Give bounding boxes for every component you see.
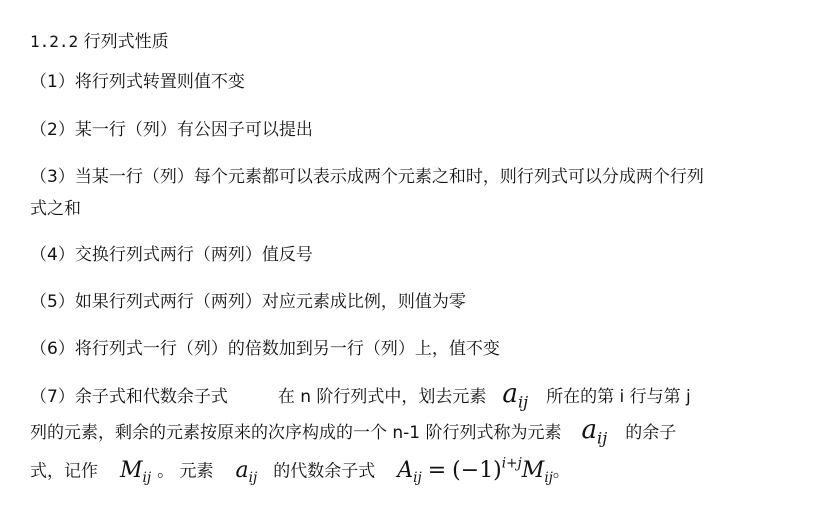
property-text: 如果行列式两行（两列）对应元素成比例，则值为零 [74, 292, 466, 312]
property-label: （2） [30, 120, 75, 140]
property-label: （4） [30, 245, 75, 265]
section-heading: 行列式性质 [83, 32, 169, 52]
property-7-line-1 [30, 378, 691, 419]
property-text: 在 n 阶行列式中，划去元素 [277, 387, 487, 407]
property-text: 交换行列式两行（两列）值反号 [74, 245, 313, 265]
math-A-ij-formula: $A_{ij} = (-1)^{i+j}M_{ij}$ [397, 455, 553, 486]
property-text: 列的元素，剩余的元素按原来的次序构成的一个 n-1 阶行列式称为元素 [30, 423, 562, 443]
property-text: 所在的第 i 行与第 j [546, 387, 691, 407]
property-text: 。 元素 [157, 461, 214, 482]
property-label: （7） [30, 387, 75, 407]
property-text: 的余子 [625, 423, 677, 443]
property-text: 。 [552, 461, 570, 482]
property-label: （5） [30, 292, 75, 312]
math-a-ij: $a_{ij}$ [581, 415, 608, 448]
property-5 [30, 292, 466, 312]
property-7-line-3 [30, 447, 570, 493]
property-text: 式，记作 [30, 461, 98, 482]
property-text: 将行列式转置则值不变 [74, 72, 245, 92]
property-1 [30, 72, 245, 92]
property-3 [30, 167, 704, 187]
property-4 [30, 245, 313, 265]
property-2 [30, 120, 313, 140]
math-a-ij: $a_{ij}$ [235, 457, 258, 486]
section-title [30, 27, 169, 52]
property-text: 某一行（列）有公因子可以提出 [74, 120, 313, 140]
property-text: 的代数余子式 [273, 461, 376, 482]
property-6 [30, 339, 500, 359]
math-M-ij: $M_{ij}$ [120, 457, 152, 486]
property-heading: 余子式和代数余子式 [74, 387, 228, 407]
property-label: （3） [30, 167, 75, 187]
section-number: 1.2.2 [30, 32, 79, 51]
property-3-continuation [30, 199, 81, 219]
math-a-ij: $a_{ij}$ [502, 379, 529, 412]
property-text: 式之和 [30, 199, 81, 219]
property-text: 当某一行（列）每个元素都可以表示成两个元素之和时，则行列式可以分成两个行列 [74, 167, 704, 187]
property-text: 将行列式一行（列）的倍数加到另一行（列）上，值不变 [74, 339, 500, 359]
property-label: （6） [30, 339, 75, 359]
property-label: （1） [30, 72, 75, 92]
